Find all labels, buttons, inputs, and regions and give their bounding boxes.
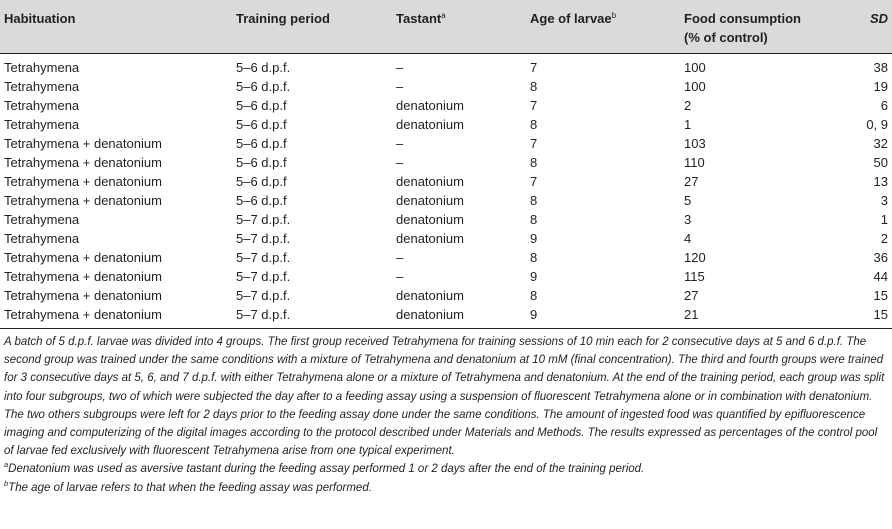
cell-training-period: 5–7 d.p.f. — [236, 212, 291, 227]
cell-food-consumption: 1 — [684, 117, 692, 132]
cell-age: 8 — [530, 155, 538, 170]
table-row — [0, 77, 892, 96]
cell-sd: 44 — [873, 269, 888, 284]
cell-age: 8 — [530, 288, 538, 303]
table-row — [0, 134, 892, 153]
table-row — [0, 210, 892, 229]
cell-age: 8 — [530, 212, 538, 227]
cell-sd: 38 — [873, 60, 888, 75]
header-age-of-larvae: Age of larvae$^b$ — [526, 0, 680, 54]
cell-food-consumption: 100 — [684, 60, 706, 75]
cell-tastant: denatonium — [396, 117, 464, 132]
table-header — [0, 0, 892, 54]
cell-food-consumption: 21 — [680, 305, 864, 329]
cell-food-consumption: 120 — [684, 250, 706, 265]
cell-sd: 3 — [880, 193, 888, 208]
cell-food-consumption: 27 — [684, 174, 699, 189]
table-row — [0, 54, 892, 78]
cell-training-period: 5–7 d.p.f. — [236, 288, 291, 303]
cell-age: 8 — [530, 117, 538, 132]
cell-age: 7 — [530, 136, 538, 151]
cell-tastant: denatonium — [396, 193, 464, 208]
footnote-main: A batch of 5 d.p.f. larvae was divided into 4 groups. The first group received Tetrahymena for training sessions of 10 min each for 2 consecutive days at 5 and 6 d.p.f. The second group was trained under the same conditions with a mixture of Tetrahymena and denatonium at 10 mM (final concentration). The third and fourth groups were trained for 3 consecutive days at 5, 6, and 7 d.p.f. with either Tetrahymena alone or a mixture of Tetrahymena and denatonium. At the end of the training period, each group was split into four subgroups, two of which were subjected the day after to a feeding assay using a suspension of fluorescent Tetrahymena alone or in combination with denatonium. The two others subgroups were left for 2 days prior to the feeding assay done under the same conditions. The amount of ingested food was quantified by epifluorescence imaging and computerizing of the digital images according to the protocol described under Materials and Methods. The results expressed as percentages of the control pool of larvae fed exclusively with fluorescent Tetrahymena arise from one typical experiment. — [4, 336, 885, 458]
cell-training-period: 5–7 d.p.f. — [232, 305, 392, 329]
cell-training-period: 5–7 d.p.f. — [236, 231, 291, 246]
table-row — [0, 153, 892, 172]
cell-tastant: denatonium — [396, 174, 464, 189]
cell-food-consumption: 2 — [684, 98, 692, 113]
cell-habituation: Tetrahymena + denatonium — [4, 174, 162, 189]
cell-tastant: denatonium — [392, 305, 526, 329]
cell-age: 8 — [530, 79, 538, 94]
cell-food-consumption: 103 — [684, 136, 706, 151]
cell-training-period: 5–6 d.p.f. — [236, 79, 291, 94]
cell-sd: 6 — [880, 98, 888, 113]
table-row — [0, 191, 892, 210]
cell-age: 8 — [530, 250, 538, 265]
cell-sd: 50 — [873, 155, 888, 170]
cell-habituation: Tetrahymena — [4, 79, 80, 94]
cell-age: 9 — [526, 305, 680, 329]
cell-sd: 36 — [873, 250, 888, 265]
footnote-a-marker: a — [4, 460, 9, 470]
cell-training-period: 5–7 d.p.f. — [236, 269, 291, 284]
cell-habituation: Tetrahymena — [4, 212, 80, 227]
table-row — [0, 267, 892, 286]
cell-habituation: Tetrahymena + denatonium — [4, 288, 162, 303]
footnote-b-marker: b — [4, 478, 9, 488]
cell-food-consumption: 100 — [684, 79, 706, 94]
footnote-marker-b: b — [611, 11, 617, 20]
table-row — [0, 305, 892, 329]
footnote-a: $^a$Denatonium was used as aversive tastant during the feeding assay performed 1 or 2 days after the end of the training period. — [4, 460, 645, 476]
cell-tastant: – — [396, 269, 404, 284]
cell-training-period: 5–6 d.p.f — [236, 136, 287, 151]
cell-training-period: 5–6 d.p.f — [236, 174, 287, 189]
cell-habituation: Tetrahymena + denatonium — [0, 305, 232, 329]
header-habituation: Habituation — [0, 0, 232, 54]
cell-age: 7 — [530, 98, 538, 113]
cell-habituation: Tetrahymena — [4, 98, 80, 113]
cell-age: 7 — [530, 60, 538, 75]
cell-training-period: 5–6 d.p.f — [236, 193, 287, 208]
cell-tastant: – — [396, 155, 404, 170]
cell-food-consumption: 115 — [684, 269, 705, 284]
table-row — [0, 172, 892, 191]
cell-age: 8 — [530, 193, 538, 208]
cell-food-consumption: 5 — [684, 193, 692, 208]
cell-habituation: Tetrahymena — [4, 231, 80, 246]
cell-food-consumption: 3 — [684, 212, 692, 227]
cell-habituation: Tetrahymena — [4, 117, 80, 132]
cell-food-consumption: 27 — [684, 288, 699, 303]
cell-tastant: denatonium — [396, 212, 464, 227]
cell-training-period: 5–7 d.p.f. — [236, 250, 291, 265]
cell-habituation: Tetrahymena — [4, 60, 80, 75]
cell-training-period: 5–6 d.p.f — [236, 98, 287, 113]
header-food-consumption: Food consumption (% of control) — [680, 0, 864, 54]
cell-sd: 1 — [880, 212, 888, 227]
header-sd: SD — [864, 0, 892, 54]
header-tastant: Tastant$^a$ — [392, 0, 526, 54]
table-row — [0, 286, 892, 305]
footnote-marker-a: a — [441, 11, 446, 20]
cell-age: 7 — [530, 174, 538, 189]
table-body — [0, 54, 892, 329]
cell-sd: 13 — [873, 174, 888, 189]
footnote-b: $^b$The age of larvae refers to that when the feeding assay was performed. — [4, 478, 372, 494]
cell-habituation: Tetrahymena + denatonium — [4, 269, 162, 284]
cell-training-period: 5–6 d.p.f. — [236, 60, 291, 75]
table-row — [0, 248, 892, 267]
cell-tastant: – — [396, 60, 404, 75]
cell-age: 9 — [530, 269, 538, 284]
cell-sd: 15 — [864, 305, 892, 329]
table-row — [0, 229, 892, 248]
table-footnotes — [0, 329, 892, 497]
cell-sd: 19 — [873, 79, 888, 94]
cell-sd: 32 — [873, 136, 888, 151]
cell-tastant: – — [396, 136, 404, 151]
cell-sd: 0, 9 — [866, 117, 888, 132]
cell-habituation: Tetrahymena + denatonium — [4, 193, 162, 208]
cell-habituation: Tetrahymena + denatonium — [4, 136, 162, 151]
cell-tastant: – — [396, 79, 404, 94]
cell-sd: 15 — [873, 288, 888, 303]
cell-age: 9 — [530, 231, 538, 246]
cell-sd: 2 — [880, 231, 888, 246]
cell-tastant: denatonium — [396, 231, 464, 246]
cell-tastant: denatonium — [396, 98, 464, 113]
table-row — [0, 115, 892, 134]
cell-food-consumption: 110 — [684, 155, 705, 170]
header-training-period: Training period — [232, 0, 392, 54]
cell-habituation: Tetrahymena + denatonium — [4, 155, 162, 170]
cell-tastant: – — [396, 250, 404, 265]
cell-habituation: Tetrahymena + denatonium — [4, 250, 162, 265]
table-row — [0, 96, 892, 115]
cell-training-period: 5–6 d.p.f — [236, 155, 287, 170]
cell-tastant: denatonium — [396, 288, 464, 303]
header-row — [0, 0, 892, 54]
cell-food-consumption: 4 — [684, 231, 692, 246]
cell-training-period: 5–6 d.p.f — [236, 117, 287, 132]
